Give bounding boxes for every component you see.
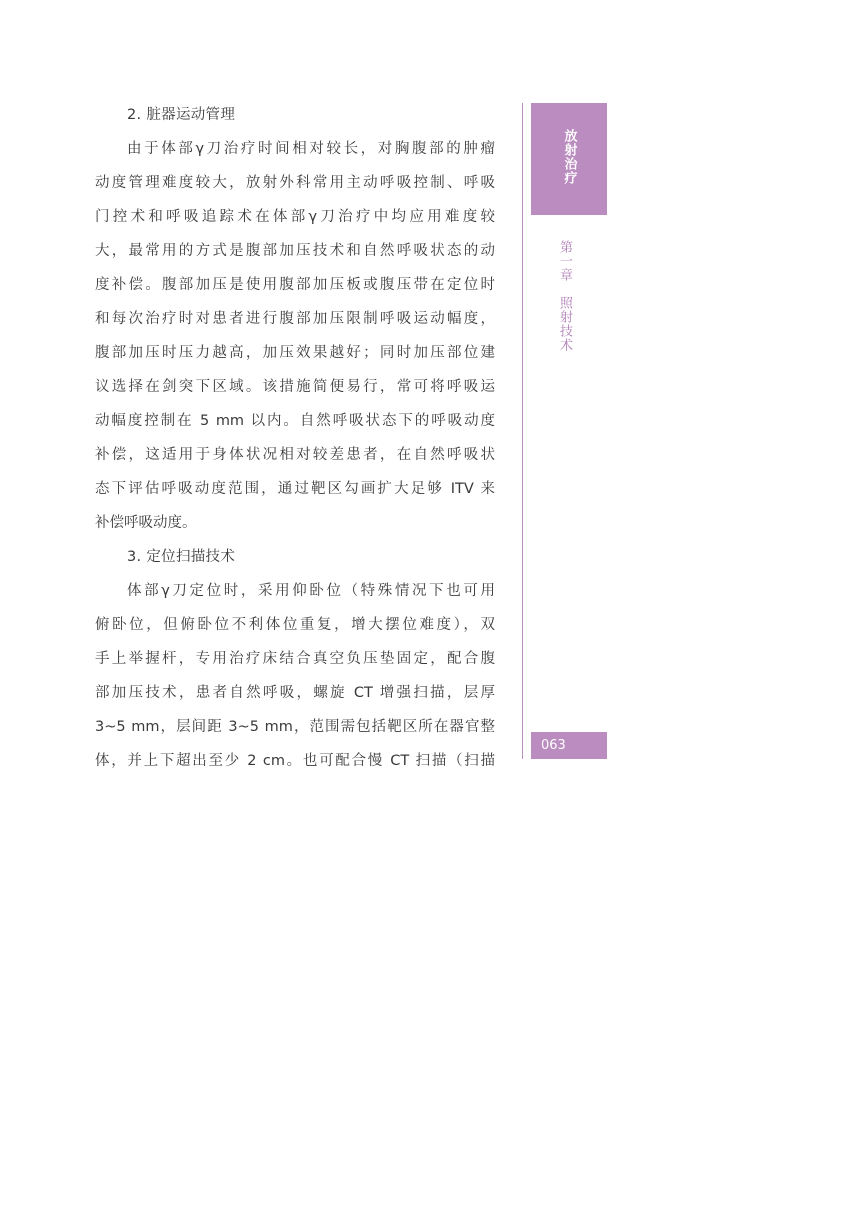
paragraph-line: 议选择在剑突下区域。该措施简便易行，常可将呼吸运 [95,379,495,395]
paragraph-line: 门控术和呼吸追踪术在体部γ刀治疗中均应用难度较 [95,209,495,225]
paragraph-line: 补偿呼吸动度。 [95,515,197,531]
paragraph-line: 腹部加压时压力越高，加压效果越好；同时加压部位建 [95,345,495,361]
section-heading-organ-motion: 2. 脏器运动管理 [127,107,236,123]
main-text-column [95,98,495,778]
book-title-label: 放射治疗 [561,129,577,185]
paragraph-line: 手上举握杆，专用治疗床结合真空负压垫固定，配合腹 [95,651,495,667]
paragraph-line: 大，最常用的方式是腹部加压技术和自然呼吸状态的动 [95,243,495,259]
paragraph-line: 补偿，这适用于身体状况相对较差患者，在自然呼吸状 [95,447,495,463]
paragraph-line: 3~5 mm，层间距 3~5 mm，范围需包括靶区所在器官整 [95,719,495,735]
paragraph-line: 度补偿。腹部加压是使用腹部加压板或腹压带在定位时 [95,277,495,293]
paragraph-line: 和每次治疗时对患者进行腹部加压限制呼吸运动幅度， [95,311,495,327]
paragraph-line: 态下评估呼吸动度范围，通过靶区勾画扩大足够 ITV 来 [95,481,495,497]
section-heading-positioning-scan: 3. 定位扫描技术 [127,549,236,565]
paragraph-line: 部加压技术，患者自然呼吸，螺旋 CT 增强扫描，层厚 [95,685,495,701]
paragraph-line: 由于体部γ刀治疗时间相对较长，对胸腹部的肿瘤 [127,141,495,157]
paragraph-line: 动幅度控制在 5 mm 以内。自然呼吸状态下的呼吸动度 [95,413,495,429]
paragraph-line: 动度管理难度较大，放射外科常用主动呼吸控制、呼吸 [95,175,495,191]
page-number: 063 [531,732,607,759]
paragraph-line: 俯卧位，但俯卧位不利体位重复，增大摆位难度），双 [95,617,495,633]
chapter-label: 第一章 照射技术 [557,240,572,352]
margin-divider-line [522,103,523,759]
paragraph-line: 体部γ刀定位时，采用仰卧位（特殊情况下也可用 [127,583,495,599]
paragraph-line: 体，并上下超出至少 2 cm。也可配合慢 CT 扫描（扫描 [95,753,495,769]
book-title-tab [531,103,607,215]
